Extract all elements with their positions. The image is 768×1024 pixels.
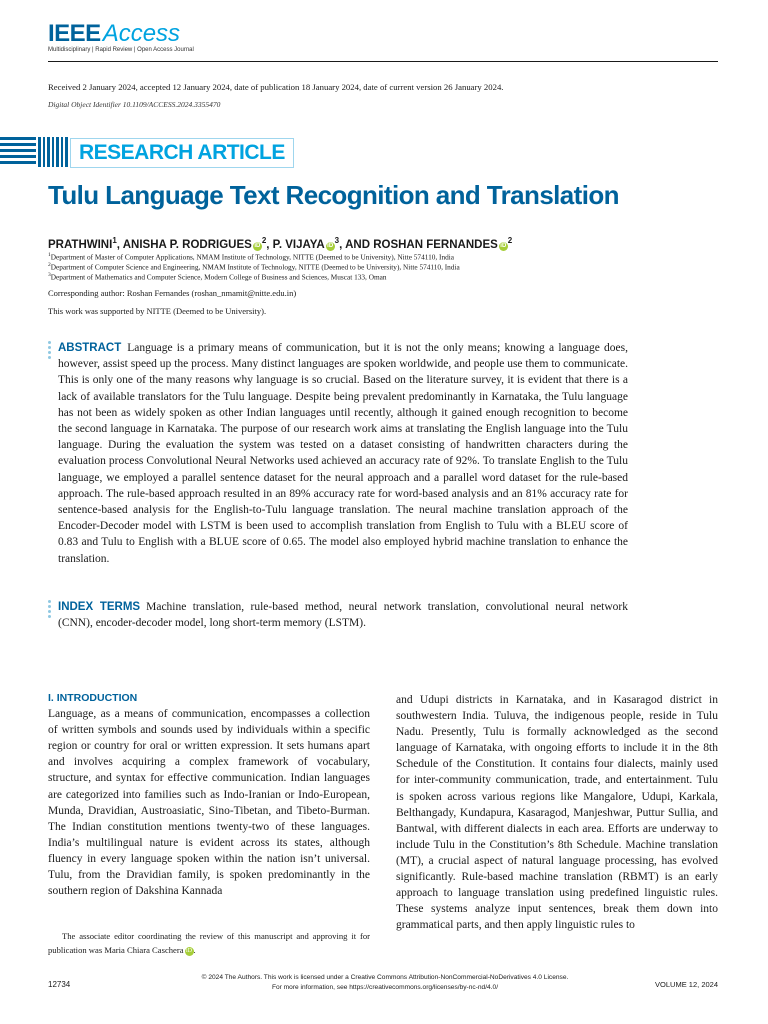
author-list xyxy=(48,236,512,251)
logo-ieee: IEEE xyxy=(48,20,101,47)
affiliation-3 xyxy=(48,272,718,281)
author-name: PRATHWINI xyxy=(48,238,113,251)
article-type-banner: RESEARCH ARTICLE xyxy=(70,138,294,168)
author-separator: , AND xyxy=(339,238,374,251)
affiliation-2 xyxy=(48,262,718,271)
author-affil-num: 3 xyxy=(334,236,340,245)
index-terms-text: Machine translation, rule-based method, neural network translation, convolutional neural network (CNN), encoder-decoder model, long short-term memory (LSTM). xyxy=(58,601,629,630)
author-name: ROSHAN FERNANDES xyxy=(373,238,498,251)
funding-note: This work was supported by NITTE (Deemed to be University). xyxy=(48,306,267,316)
abstract-heading: ABSTRACT xyxy=(58,342,122,354)
author-name: ANISHA P. RODRIGUES xyxy=(122,238,252,251)
author-affil-num: 2 xyxy=(507,236,513,245)
license-line-2[interactable]: For more information, see https://creativecommons.org/licenses/by-nc-nd/4.0/ xyxy=(271,983,499,991)
page-number: 12734 xyxy=(48,980,71,989)
intro-right-column xyxy=(396,692,718,933)
orcid-icon[interactable]: iD xyxy=(500,242,507,249)
orcid-icon[interactable]: iD xyxy=(327,242,334,249)
journal-logo xyxy=(48,22,180,46)
affiliation-text: Department of Computer Science and Engineering, NMAM Institute of Technology, NITTE (Deemed to be University), Nitte 574110, India xyxy=(50,262,460,272)
index-terms-heading: INDEX TERMS xyxy=(58,601,141,613)
affiliation-num: 1 xyxy=(48,252,51,258)
footnote-text: The associate editor coordinating the review of this manuscript and approving it for publication was Maria Chiara Caschera xyxy=(48,931,370,955)
orcid-icon[interactable]: iD xyxy=(254,242,261,249)
author-separator: , xyxy=(116,238,123,251)
abstract xyxy=(58,340,628,567)
intro-left-column xyxy=(48,690,370,899)
abstract-text: Language is a primary means of communication, but it is not the only means; knowing a language does, however, assist speed up the process. Many distinct languages are spoken worldwide, and people use them to communicate. This is only one of the many reasons why language is so crucial. Based on the literature survey, it is evident that there is a lack of available translators for the Tulu language. Despite being prevalent predominantly in Karnataka, the Tulu language has not been as widely spoken as other Indian languages until recently, although it gained enough recognition to become the second language in Karnataka. The purpose of our research work aims at translating the English language into the Tulu language. During the evaluation the system was tested on a dataset consisting of handwritten characters during the evaluation process Convolutional Neural Networks used achieved an accuracy rate of 92%. To translate English to the Tulu language, we employed a parallel sentence dataset for the neural approach and a parallel word dataset for the rule-based approach. The rule-based approach resulted in an 89% accuracy rate for word-based analysis and an 81% accuracy rate for sentence-based analysis for the English-to-Tulu language translation. The neural machine translation approach of the Encoder-Decoder model with LSTM is been used to accomplish translation from English to Tulu with a BLEU score of 0.83 and Tulu to English with a BLUE score of 0.65. The model also employed hybrid machine translation to enhance the translation. xyxy=(58,342,628,565)
paper-title: Tulu Language Text Recognition and Translation xyxy=(48,180,619,210)
affiliation-text: Department of Mathematics and Computer Science, Modern College of Business and Sciences, Muscat 133, Oman xyxy=(50,272,387,282)
intro-paragraph-left: Language, as a means of communication, encompasses a collection of written symbols and sounds used by individuals within a specific region or country for oral or written expression. It sets humans apart and involves acquiring a complex framework of vocabulary, structure, and syntax for effective communication. Indian languages are categorized into families such as Indo-Iranian or Indo-European, Munda, Dravidian, Austroasiatic, Sino-Tibetan, and Tibeto-Burman. The Indian constitution mentions twenty-two of these languages. India’s multilingual nature is evident across its states, although fluency in every language spoken within the nation isn’t universal. Tulu, from the Dravidian family, is spoken predominantly in the southern region of Dakshina Kannada xyxy=(48,708,370,898)
volume-label: VOLUME 12, 2024 xyxy=(655,980,718,989)
section-heading: I. INTRODUCTION xyxy=(48,692,138,704)
banner-bars xyxy=(38,137,68,167)
author-affil-num: 2 xyxy=(261,236,267,245)
affiliation-1 xyxy=(48,252,718,261)
orcid-icon[interactable]: iD xyxy=(186,948,193,954)
author-name: P. VIJAYA xyxy=(272,238,325,251)
header-divider xyxy=(48,61,718,62)
doi: Digital Object Identifier 10.1109/ACCESS.2024.3355470 xyxy=(48,100,221,109)
received-dates: Received 2 January 2024, accepted 12 January 2024, date of publication 18 January 2024, date of current version 26 January 2024. xyxy=(48,82,504,92)
corresponding-author: Corresponding author: Roshan Fernandes (roshan_nmamit@nitte.edu.in) xyxy=(48,288,297,298)
index-terms-dots xyxy=(48,600,51,620)
affiliation-num: 3 xyxy=(48,272,51,278)
author-affil-num: 1 xyxy=(112,236,117,245)
abstract-dots xyxy=(48,341,51,361)
intro-paragraph-right: and Udupi districts in Karnataka, and in Kasaragod district in southwestern India. Tuluva, the indigenous people, reside in Tulu Nadu. Presently, Tulu is formally acknowledged as the second language of Karnataka, with ongoing efforts to include it in the 8th Schedule of the Constitution. It contains four dialects, mainly used for inter-community communication, trade, and entertainment. Tulu is spoken across various regions like Mangalore, Udupi, Karkala, Belthangady, Kundapura, Kasaragod, Manjeshwar, Puttur Sullia, and Bantwal, with different dialects in each area. Efforts are underway to include Tulu in the Constitution’s 8th Schedule. Machine translation (MT), a crucial aspect of natural language processing, has evolved significantly. Rule-based machine translation (RBMT) is an early approach to language translation using predefined linguistic rules. These systems analyze input sentences, break them down into grammatical parts, and then apply linguistic rules to xyxy=(396,694,718,932)
index-terms xyxy=(58,599,628,631)
affiliation-num: 2 xyxy=(48,262,51,268)
affiliation-text: Department of Master of Computer Applications, NMAM Institute of Technology, NITTE (Deemed to be University), Nitte 574110, India xyxy=(50,252,455,262)
license-notice xyxy=(140,973,630,992)
logo-access: Access xyxy=(102,20,181,47)
editor-footnote: The associate editor coordinating the review of this manuscript and approving it for publication was Maria Chiara Caschera iD . xyxy=(48,931,370,955)
banner-stripes xyxy=(0,137,36,167)
author-separator: , xyxy=(266,238,273,251)
license-line-1: © 2024 The Authors. This work is licensed under a Creative Commons Attribution-NonCommercial-NoDerivatives 4.0 License. xyxy=(201,974,569,981)
journal-tagline: Multidisciplinary | Rapid Review | Open Access Journal xyxy=(48,47,194,53)
